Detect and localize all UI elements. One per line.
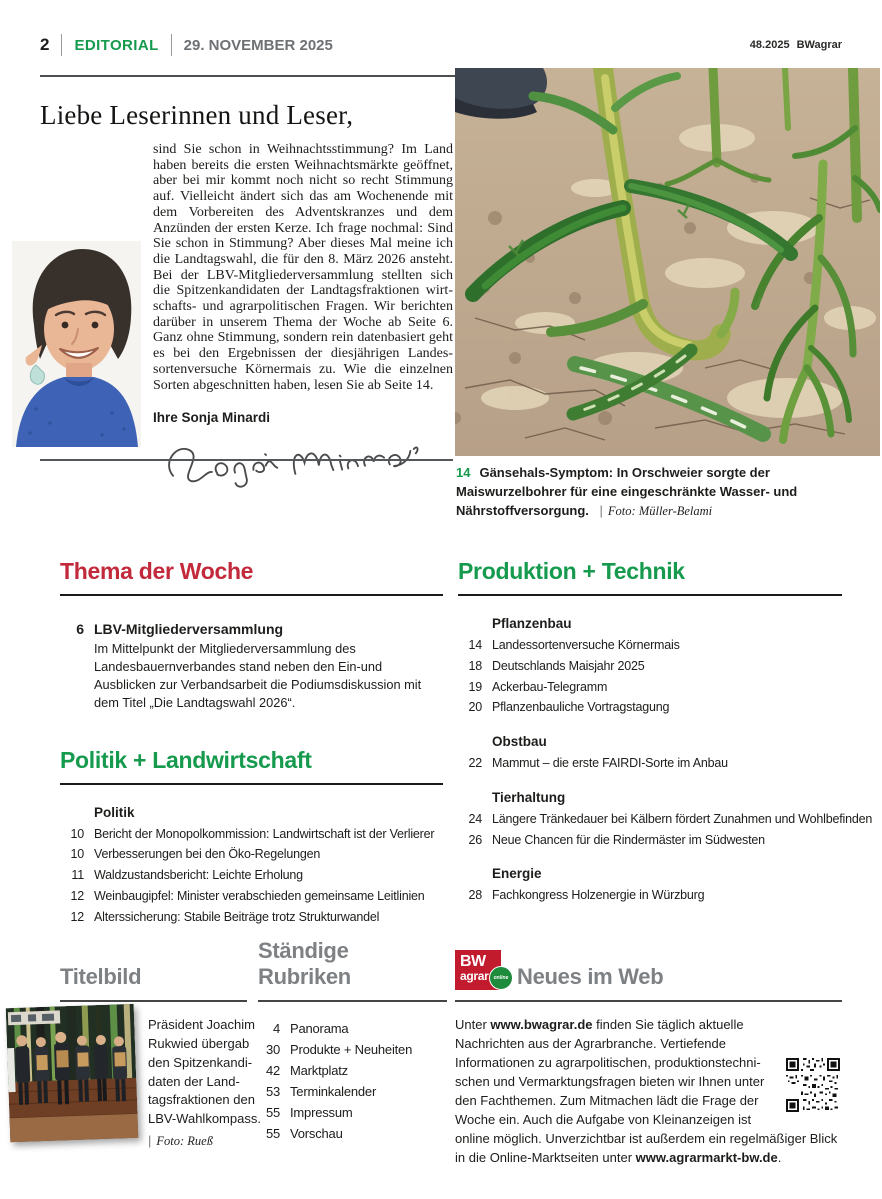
caption-text: Gänsehals-Symptom: In Orschweier sorgte der Maiswurzelbohrer für eine eingeschränkte Wasser- und Nährstoffversorgung.: [456, 465, 798, 518]
toc-subheading: Obstbau: [492, 734, 547, 749]
toc-group-pflanzenbau: [458, 616, 842, 718]
editor-portrait-photo: [12, 241, 141, 447]
entry-page: 24: [468, 811, 482, 826]
entry-label: Landessortenversuche Körnermais: [492, 638, 680, 652]
entry-page: 55: [265, 1105, 280, 1121]
entry-page: 42: [265, 1063, 280, 1079]
titelbild-thumbnail: [6, 1004, 139, 1142]
toc-group-obstbau: [458, 734, 842, 774]
titelbild-caption: [148, 1016, 270, 1151]
web-text: Unter: [455, 1017, 491, 1032]
toc-entry: [60, 865, 443, 886]
titelbild-credit: Foto: Rueß: [156, 1134, 213, 1149]
editorial-body: sind Sie schon in Weihnachtsstimmung? Im Land haben bereits die ersten Weihnachtsmärkte geöffnet, aber bei mir kommt noch nicht so recht Stimmung auf. Vielleicht ändert sich das am Wochenende mit dem Vorbereiten des Adventskranzes und dem Anzünden der ersten Kerze. Ich frage nochmal: Sind Sie schon in Stimmung? Aber dieses Mal meine ich die Landtagswahl, die für den 8. März 2026 ansteht. Bei der LBV-Mitgliederversammlung stellten sich die Spitzenkandidaten der Landtagsfraktionen wirtschafts- und agrarpolitischen Fragen. Wir berichten darüber in unserem Thema der Woche ab Seite 6. Ganz ohne Stimmung, sondern rein datenbasiert geht es bei den Ergebnissen der diesjährigen Landessortenversuche Körnermais zu. Wie die einzelnen Sorten abgeschnitten haben, lesen Sie ab Seite 14.: [153, 142, 453, 393]
editorial-column: [40, 100, 453, 489]
editorial-bottom-rule: [40, 459, 453, 461]
entry-label: Pflanzenbauliche Vortragstagung: [492, 700, 670, 715]
page-header: [40, 34, 842, 56]
feature-entry: [60, 621, 443, 713]
editorial-title: Liebe Leserinnen und Leser,: [40, 100, 354, 130]
toc-heading-thema: Thema der Woche: [60, 558, 443, 596]
page-number: 2: [40, 35, 50, 54]
magazine-name: BWagrar: [796, 39, 842, 51]
link-bwagrar-de[interactable]: www.bwagrar.de: [490, 1017, 593, 1032]
caption-credit-divider: |: [599, 502, 603, 518]
entry-label: Neue Chancen für die Rindermäster im Südwesten: [492, 832, 765, 847]
toc-entry: [258, 1123, 458, 1144]
entry-page: 14: [468, 638, 482, 652]
bottom-heading-web: [455, 950, 842, 1002]
entry-label: Verbesserungen bei den Öko-Regelungen: [94, 847, 321, 862]
logo-text-bw: BW: [460, 953, 486, 970]
toc-entry: [458, 635, 842, 656]
caption-page-ref: 14: [456, 465, 471, 480]
bottom-title: Titelbild: [60, 964, 142, 989]
entry-page: 28: [468, 888, 482, 903]
entry-label: Produkte + Neuheiten: [290, 1042, 413, 1058]
entry-label: Mammut – die erste FAIRDI-Sorte im Anbau: [492, 756, 728, 770]
maize-field-photo: [455, 68, 880, 456]
toc-entry: [258, 1039, 458, 1060]
main-photo: [455, 68, 880, 456]
section-label: EDITORIAL: [74, 36, 159, 54]
toc-entry: [60, 907, 443, 928]
header-rule: [40, 75, 456, 77]
toc-subheading: Pflanzenbau: [492, 616, 572, 631]
bottom-title: Ständige Rubriken: [258, 938, 351, 989]
entry-page: 22: [468, 756, 482, 770]
entry-page: 19: [468, 679, 482, 694]
toc-entry: [458, 830, 842, 851]
entry-page: 18: [468, 658, 482, 673]
entry-label: Terminkalender: [290, 1084, 377, 1100]
rubriken-list: [258, 1018, 458, 1144]
entry-label: Ackerbau-Telegramm: [492, 679, 608, 694]
titelbild-caption-text: Präsident Joachim Rukwied übergab den Spitzenkandidaten der Landtagsfraktionen den LBV-Wahlkompass.: [148, 1017, 261, 1127]
entry-page: 53: [265, 1084, 280, 1100]
entry-page: 20: [468, 700, 482, 715]
entry-page: 10: [70, 847, 84, 862]
entry-label: Waldzustandsbericht: Leichte Erholung: [94, 868, 303, 883]
cover-photo-illustration: [6, 1004, 139, 1142]
toc-entry: [258, 1060, 458, 1081]
editorial-body-wrap: [40, 142, 453, 393]
issue-info: [750, 39, 842, 51]
toc-group-tierhaltung: [458, 789, 873, 851]
entry-page: 12: [70, 888, 84, 903]
qr-code: [786, 1058, 840, 1112]
entry-label: Impressum: [290, 1105, 353, 1121]
portrait-illustration: [12, 241, 141, 447]
issue-date: 29. NOVEMBER 2025: [183, 36, 333, 54]
toc-column-left: [60, 558, 443, 927]
credit-divider: |: [148, 1133, 152, 1149]
toc-subheading: Energie: [492, 866, 542, 882]
toc-entry: [60, 844, 443, 865]
entry-label: Deutschlands Maisjahr 2025: [492, 658, 645, 673]
bottom-title: Neues im Web: [517, 964, 664, 989]
toc-heading-politik: Politik + Landwirtschaft: [60, 747, 443, 785]
entry-label: Panorama: [290, 1021, 349, 1036]
toc-column-right: [458, 558, 873, 906]
entry-label: Fachkongress Holzenergie in Würzburg: [492, 888, 705, 903]
link-agrarmarkt-bw-de[interactable]: www.agrarmarkt-bw.de: [635, 1149, 778, 1165]
entry-page: 11: [71, 868, 84, 883]
bottom-heading-rubriken: [258, 938, 447, 1002]
header-divider: [61, 34, 62, 56]
bottom-heading-titelbild: [60, 950, 247, 1002]
entry-page: 26: [468, 832, 482, 847]
issue-number: 48.2025: [749, 39, 790, 51]
toc-entry: [458, 885, 842, 906]
entry-page: 30: [265, 1042, 280, 1058]
logo-badge-online: online: [489, 966, 513, 990]
feature-description: Im Mittelpunkt der Mitgliederversammlung des Landesbauernverbandes stand neben den Ein-und Ausblicken zur Verbandsarbeit die Podiumsdiskussion mit dem Titel „Die Landtagswahl 2026“.: [94, 641, 422, 711]
entry-label: Marktplatz: [290, 1063, 348, 1079]
entry-page: 4: [272, 1021, 280, 1036]
entry-page: 12: [70, 909, 84, 924]
web-text: finden Sie täglich aktuelle Nachrichten aus der Agrarbranche. Vertiefende Informationen zu agrarpolitischen, produktionstechnischen und Vermarktungsfragen bieten wir Ihnen unter den Fachthemen. Zum Mitmachen lädt die Frage der Woche ein. Auch die Aufgabe von Kleinanzeigen ist online möglich. Unverzichtbar ist außerdem ein regelmäßiger Blick in die Online-Marktseiten unter: [455, 1017, 838, 1165]
photo-caption: [456, 464, 880, 521]
toc-entry: [258, 1102, 458, 1123]
bwagrar-online-logo: [455, 950, 509, 990]
toc-entry: [458, 656, 842, 677]
feature-page: 6: [76, 621, 84, 637]
entry-label: Vorschau: [290, 1126, 343, 1142]
entry-label: Bericht der Monopolkommission: Landwirtschaft ist der Verlierer: [94, 826, 435, 841]
toc-heading-produktion: Produktion + Technik: [458, 558, 842, 596]
toc-entry: [258, 1018, 458, 1039]
toc-entry: [60, 824, 443, 845]
entry-label: Längere Tränkedauer bei Kälbern fördert Zunahmen und Wohlbefinden: [492, 811, 873, 826]
toc-entry: [258, 1081, 458, 1102]
header-divider: [171, 34, 172, 56]
entry-page: 55: [265, 1126, 280, 1142]
toc-subheading: Politik: [94, 804, 135, 820]
web-paragraph: [455, 1016, 842, 1168]
entry-label: Alterssicherung: Stabile Beiträge trotz Strukturwandel: [94, 909, 380, 924]
toc-section-politik: [60, 747, 443, 928]
entry-page: 10: [70, 826, 84, 841]
feature-title: LBV-Mitgliederversammlung: [94, 621, 284, 637]
toc-entry: [458, 809, 873, 830]
editorial-byline: Ihre Sonja Minardi: [153, 410, 271, 426]
web-text: .: [777, 1149, 782, 1165]
toc-entry: [60, 886, 443, 907]
toc-entry: [458, 753, 842, 774]
entry-label: Weinbaugipfel: Minister verabschieden gemeinsame Leitlinien: [94, 888, 425, 903]
toc-entry: [458, 697, 842, 718]
photo-credit: Foto: Müller-Belami: [607, 503, 713, 518]
toc-entry: [458, 677, 842, 698]
toc-group-energie: [458, 866, 842, 906]
toc-subheading: Tierhaltung: [492, 789, 566, 805]
logo-text-agrar: agrar: [460, 969, 489, 983]
